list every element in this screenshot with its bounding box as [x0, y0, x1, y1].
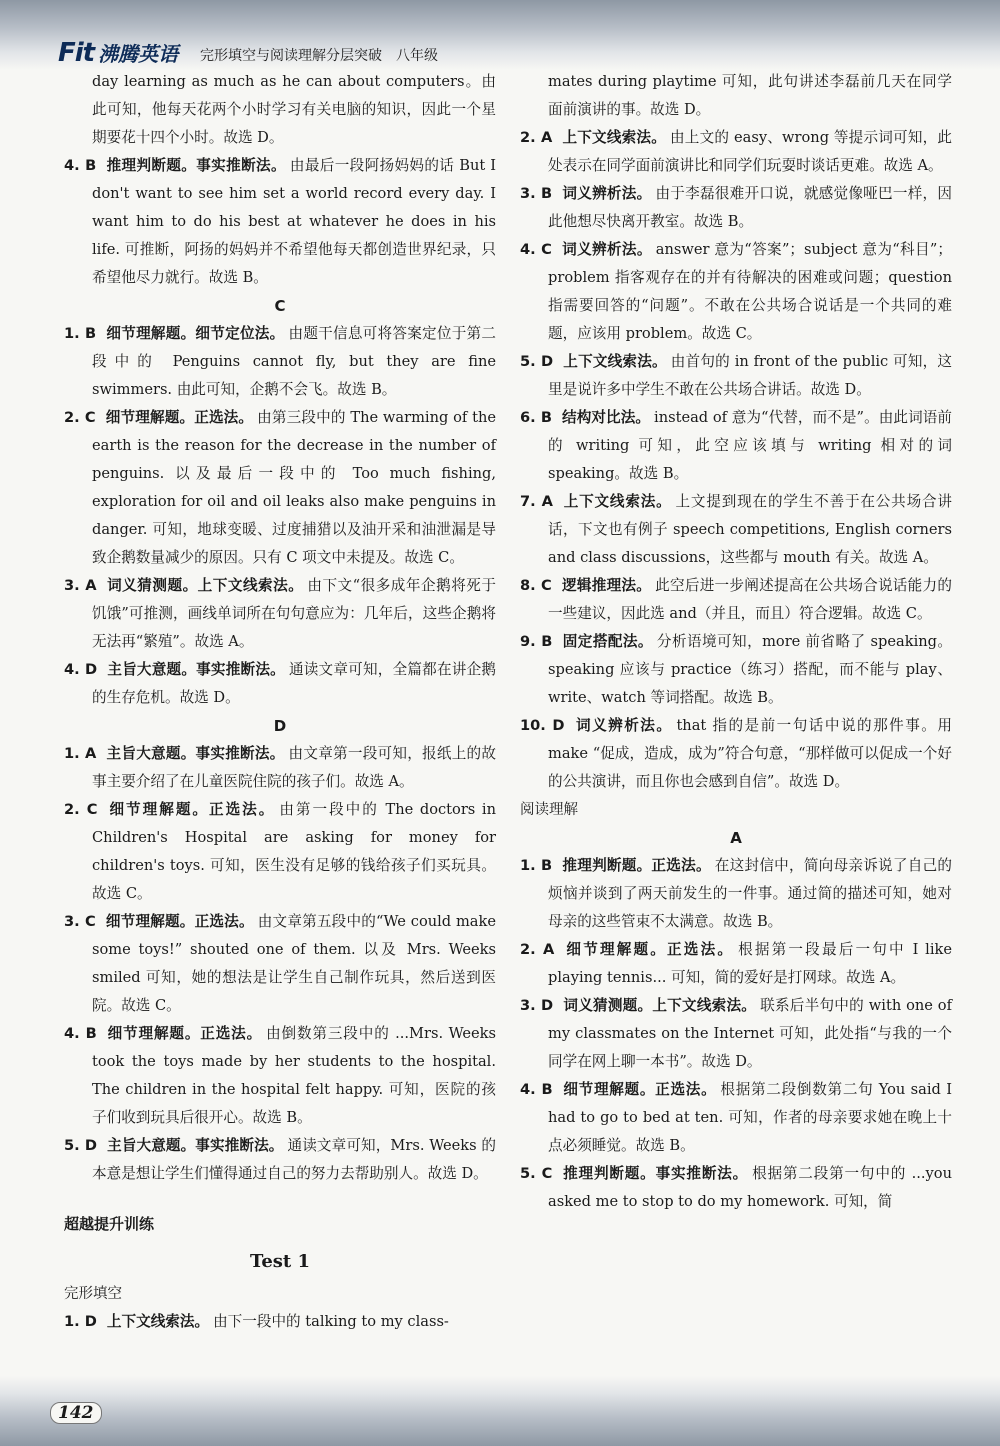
item-method: 词义猜测题。上下文线索法。	[563, 997, 757, 1014]
item-explanation: 由下一段中的 talking to my class-	[213, 1313, 449, 1330]
item-number: 2. A	[520, 941, 555, 958]
answer-item	[64, 1132, 496, 1188]
book-subtitle: 完形填空与阅读理解分层突破 八年级	[200, 48, 438, 64]
item-method: 词义辨析法。	[561, 241, 652, 258]
item-method: 主旨大意题。事实推断法。	[107, 1137, 284, 1154]
item-number: 3. C	[64, 913, 96, 930]
answer-item	[520, 936, 952, 992]
item-number: 5. D	[64, 1137, 97, 1154]
item-number: 4. C	[520, 241, 552, 258]
answer-item	[520, 348, 952, 404]
item-explanation: 通读文章可知，全篇都在讲企鹅的生存危机。故选 D。	[92, 661, 496, 706]
item-method: 推理判断题。正选法。	[562, 857, 711, 874]
item-number: 2. A	[520, 129, 553, 146]
item-explanation: 由题干信息可将答案定位于第二段中的 Penguins cannot fly, but they are fine swimmers. 由此可知，企鹅不会飞。故选 B。	[92, 325, 496, 398]
item-number: 1. B	[64, 325, 97, 342]
answer-item	[64, 152, 496, 292]
item-number: 1. B	[520, 857, 553, 874]
item-number: 8. C	[520, 577, 552, 594]
item-number: 2. C	[64, 801, 98, 818]
item-method: 结构对比法。	[561, 409, 651, 426]
item-number: 3. D	[520, 997, 554, 1014]
item-method: 词义辨析法。	[574, 717, 673, 734]
answer-item	[520, 488, 952, 572]
item-explanation: 上文提到现在的学生不善于在公共场合讲话，下文也有例子 speech competitions, English corners and class discussions，这些都与 mouth 有关。故选 A。	[548, 493, 952, 566]
answer-item	[64, 796, 496, 908]
page-number: 142	[50, 1402, 102, 1424]
continued-paragraph: mates during playtime 可知，此句讲述李磊前几天在同学面前演讲的事。故选 D。	[548, 73, 952, 118]
answer-item	[520, 852, 952, 936]
item-explanation: 由最后一段阿扬妈妈的话 But I don't want to see him set a world record every day. I want him to do his best at whatever he does in his life. 可推断，阿扬的妈妈并不希望他每天都创造世界纪录，只希望他尽力就行。故选 B。	[92, 157, 496, 286]
page-footer	[0, 1376, 1000, 1446]
item-method: 推理判断题。事实推断法。	[106, 157, 286, 174]
continued-paragraph: day learning as much as he can about computers。由此可知，他每天花两个小时学习有关电脑的知识，因此一个星期要花十四个小时。故选 D。	[92, 73, 496, 146]
page-header	[0, 0, 1000, 70]
subsection-heading: 完形填空	[64, 1286, 122, 1302]
answer-item	[64, 320, 496, 404]
item-method: 细节理解题。正选法。	[562, 1081, 717, 1098]
item-method: 主旨大意题。事实推断法。	[106, 745, 285, 762]
item-method: 推理判断题。事实推断法。	[562, 1165, 749, 1182]
item-explanation: 根据第二段倒数第二句 You said I had to go to bed at ten. 可知，作者的母亲要求她在晚上十点必须睡觉。故选 B。	[548, 1081, 952, 1154]
item-number: 2. C	[64, 409, 96, 426]
item-method: 细节理解题。正选法。	[105, 409, 254, 426]
item-number: 1. D	[64, 1313, 97, 1330]
answer-item	[520, 712, 952, 796]
item-method: 细节理解题。细节定位法。	[106, 325, 285, 342]
item-method: 逻辑推理法。	[561, 577, 652, 594]
answer-item	[520, 236, 952, 348]
item-number: 5. C	[520, 1165, 553, 1182]
item-explanation: that 指的是前一句话中说的那件事。用 make “促成，造成，成为”符合句意，“那样做可以促成一个好的公共演讲，而且你也会感到自信”。故选 D。	[548, 717, 952, 790]
item-method: 细节理解题。正选法。	[107, 801, 276, 818]
item-method: 上下文线索法。	[106, 1313, 210, 1330]
item-explanation: 由第三段中的 The warming of the earth is the reason for the decrease in the number of penguins. 以及最后一段中的 Too much fishing, exploration for oil and oil leaks also make penguins in danger. 可知，地球变暖、过度捕猎以及油开采和油泄漏是导致企鹅数量减少的原因。只有 C 项文中未提及。故选 C。	[92, 409, 496, 566]
item-explanation: 由首句的 in front of the public 可知，这里是说许多中学生不敢在公共场合讲话。故选 D。	[548, 353, 952, 398]
item-method: 上下文线索法。	[563, 353, 667, 370]
item-explanation: 由文章第五段中的“We could make some toys!” shouted one of them. 以及 Mrs. Weeks smiled 可知，她的想法是让学生自己制作玩具，然后送到医院。故选 C。	[92, 913, 496, 1014]
item-number: 7. A	[520, 493, 553, 510]
item-explanation: 由倒数第三段中的 ...Mrs. Weeks took the toys made by her students to the hospital. The children in the hospital felt happy. 可知，医院的孩子们收到玩具后很开心。故选 B。	[92, 1025, 496, 1126]
right-column	[520, 68, 952, 1216]
answer-item	[64, 1308, 496, 1336]
brand-logo: Fit 沸腾英语	[58, 38, 179, 68]
answer-item	[64, 1020, 496, 1132]
item-method: 细节理解题。正选法。	[105, 913, 254, 930]
answer-item	[520, 628, 952, 712]
item-method: 词义辨析法。	[562, 185, 652, 202]
item-number: 4. B	[520, 1081, 553, 1098]
item-method: 细节理解题。正选法。	[564, 941, 735, 958]
item-method: 固定搭配法。	[562, 633, 653, 650]
subsection-heading: 阅读理解	[520, 802, 578, 818]
item-explanation: 由于李磊很难开口说，就感觉像哑巴一样，因此他想尽快离开教室。故选 B。	[548, 185, 952, 230]
item-explanation: instead of 意为“代替，而不是”。由此词语前的 writing 可知，此空应该填与 writing 相对的词 speaking。故选 B。	[548, 409, 952, 482]
answer-item	[64, 656, 496, 712]
item-method: 词义猜测题。上下文线索法。	[106, 577, 304, 594]
item-number: 5. D	[520, 353, 554, 370]
item-explanation: 根据第二段第一句中的 ...you asked me to stop to do my homework. 可知，简	[548, 1165, 952, 1210]
passage-letter: D	[273, 717, 287, 735]
item-explanation: 在这封信中，简向母亲诉说了自己的烦恼并谈到了两天前发生的一件事。通过简的描述可知，她对母亲的这些管束不太满意。故选 B。	[548, 857, 952, 930]
item-method: 上下文线索法。	[562, 129, 666, 146]
answer-item	[520, 1076, 952, 1160]
item-explanation: 通读文章可知，Mrs. Weeks 的本意是想让学生们懂得通过自己的努力去帮助别人。故选 D。	[92, 1137, 496, 1182]
answer-item	[64, 908, 496, 1020]
item-method: 主旨大意题。事实推断法。	[107, 661, 285, 678]
item-explanation: answer 意为“答案”；subject 意为“科目”；problem 指客观存在的并有待解决的困难或问题；question 指需要回答的“问题”。不敢在公共场合说话是一个共同的难题，应该用 problem。故选 C。	[548, 241, 952, 342]
item-number: 3. A	[64, 577, 97, 594]
answer-item	[520, 992, 952, 1076]
item-explanation: 根据第一段最后一句中 I like playing tennis... 可知，简的爱好是打网球。故选 A。	[548, 941, 952, 986]
item-number: 3. B	[520, 185, 553, 202]
answer-item	[520, 1160, 952, 1216]
answer-item	[64, 572, 496, 656]
spacer	[64, 1188, 496, 1210]
answer-item	[520, 404, 952, 488]
answer-item	[520, 180, 952, 236]
item-explanation: 由第一段中的 The doctors in Children's Hospital are asking for money for children's toys. 可知，医生没有足够的钱给孩子们买玩具。故选 C。	[92, 801, 496, 902]
left-column	[64, 68, 496, 1336]
item-explanation: 由下文“很多成年企鹅将死于饥饿”可推测，画线单词所在句句意应为：几年后，这些企鹅将无法再“繁殖”。故选 A。	[92, 577, 496, 650]
passage-letter: C	[274, 297, 286, 315]
item-number: 4. B	[64, 1025, 97, 1042]
passage-letter: A	[730, 829, 742, 847]
answer-item	[520, 124, 952, 180]
item-explanation: 此空后进一步阐述提高在公共场合说话能力的一些建议，因此选 and（并且，而且）符合逻辑。故选 C。	[548, 577, 952, 622]
item-number: 10. D	[520, 717, 565, 734]
item-method: 上下文线索法。	[562, 493, 672, 510]
item-number: 4. D	[64, 661, 98, 678]
item-explanation: 联系后半句中的 with one of my classmates on the Internet 可知，此处指“与我的一个同学在网上聊一本书”。故选 D。	[548, 997, 952, 1070]
item-method: 细节理解题。正选法。	[106, 1025, 263, 1042]
answer-item	[520, 572, 952, 628]
item-explanation: 由文章第一段可知，报纸上的故事主要介绍了在儿童医院住院的孩子们。故选 A。	[92, 745, 496, 790]
item-explanation: 分析语境可知，more 前省略了 speaking。speaking 应该与 practice（练习）搭配，而不能与 play、write、watch 等词搭配。故选 B。	[548, 633, 952, 706]
item-explanation: 由上文的 easy、wrong 等提示词可知，此处表示在同学面前演讲比和同学们玩耍时谈话更难。故选 A。	[548, 129, 952, 174]
test-heading: Test 1	[249, 1251, 311, 1272]
item-number: 6. B	[520, 409, 552, 426]
answer-item	[64, 740, 496, 796]
item-number: 4. B	[64, 157, 97, 174]
section-heading: 超越提升训练	[64, 1215, 155, 1233]
item-number: 9. B	[520, 633, 553, 650]
answer-item	[64, 404, 496, 572]
item-number: 1. A	[64, 745, 97, 762]
